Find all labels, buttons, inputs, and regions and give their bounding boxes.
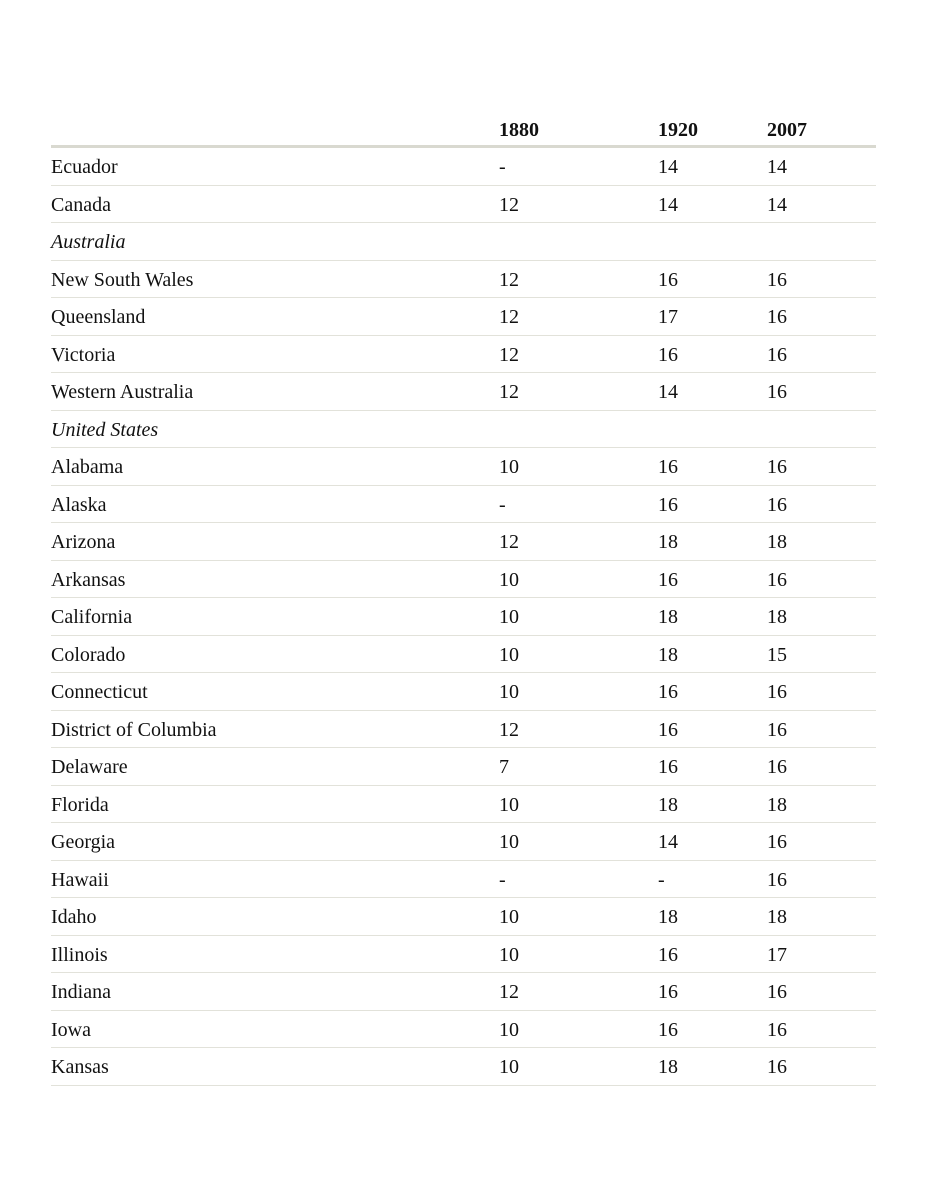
table-row bbox=[51, 973, 876, 1011]
cell-1920: 16 bbox=[658, 681, 678, 703]
table-row bbox=[51, 936, 876, 974]
row-name: Western Australia bbox=[51, 381, 194, 403]
cell-2007: 18 bbox=[767, 531, 787, 553]
cell-1880: 10 bbox=[499, 943, 519, 966]
table-row bbox=[51, 823, 876, 861]
cell-2007: 16 bbox=[767, 756, 787, 778]
cell-1920: 18 bbox=[658, 906, 678, 928]
cell-2007: 16 bbox=[767, 343, 787, 366]
table-row bbox=[51, 598, 876, 636]
table-row bbox=[51, 1048, 876, 1086]
table-row bbox=[51, 148, 876, 186]
cell-2007: 18 bbox=[767, 606, 787, 628]
row-name: Queensland bbox=[51, 306, 146, 328]
table-row bbox=[51, 373, 876, 411]
row-name: Kansas bbox=[51, 1056, 109, 1078]
group-header-row bbox=[51, 223, 876, 261]
cell-1880: 10 bbox=[499, 456, 519, 478]
cell-1880: 7 bbox=[499, 756, 509, 778]
row-name: Arizona bbox=[51, 531, 116, 553]
cell-2007: 15 bbox=[767, 643, 787, 666]
cell-2007: 14 bbox=[767, 193, 787, 216]
cell-2007: 16 bbox=[767, 268, 787, 291]
row-name: Arkansas bbox=[51, 568, 126, 591]
table-row bbox=[51, 748, 876, 786]
header-1880: 1880 bbox=[499, 119, 539, 141]
cell-2007: 14 bbox=[767, 156, 787, 178]
cell-2007: 16 bbox=[767, 568, 787, 591]
cell-1920: 16 bbox=[658, 1018, 678, 1041]
table-row bbox=[51, 336, 876, 374]
cell-2007: 18 bbox=[767, 793, 787, 816]
cell-1880: 12 bbox=[499, 381, 519, 403]
cell-1920: 14 bbox=[658, 381, 678, 403]
row-name: Alaska bbox=[51, 493, 107, 516]
cell-1920: 18 bbox=[658, 1056, 678, 1078]
cell-1880: 10 bbox=[499, 1056, 519, 1078]
group-header-row bbox=[51, 411, 876, 449]
table-row bbox=[51, 561, 876, 599]
cell-1880: 12 bbox=[499, 718, 519, 741]
cell-2007: 16 bbox=[767, 868, 787, 891]
cell-1920: 18 bbox=[658, 643, 678, 666]
cell-1880: 10 bbox=[499, 906, 519, 928]
table-row bbox=[51, 786, 876, 824]
row-name: United States bbox=[51, 418, 159, 441]
row-name: Alabama bbox=[51, 456, 124, 478]
row-name: Indiana bbox=[51, 981, 111, 1003]
cell-2007: 17 bbox=[767, 943, 787, 966]
cell-1920: 14 bbox=[658, 831, 678, 853]
cell-1880: - bbox=[499, 493, 506, 516]
cell-1920: 16 bbox=[658, 718, 678, 741]
row-name: Canada bbox=[51, 193, 111, 216]
row-name: Delaware bbox=[51, 756, 128, 778]
cell-1920: 16 bbox=[658, 343, 678, 366]
cell-1920: 14 bbox=[658, 156, 678, 178]
table-row bbox=[51, 523, 876, 561]
cell-2007: 16 bbox=[767, 981, 787, 1003]
cell-1880: 12 bbox=[499, 981, 519, 1003]
table-row bbox=[51, 448, 876, 486]
cell-1880: 12 bbox=[499, 193, 519, 216]
table-row bbox=[51, 711, 876, 749]
cell-1920: 17 bbox=[658, 306, 678, 328]
cell-2007: 16 bbox=[767, 681, 787, 703]
cell-1880: 10 bbox=[499, 568, 519, 591]
cell-2007: 16 bbox=[767, 831, 787, 853]
cell-1880: - bbox=[499, 156, 506, 178]
row-name: Ecuador bbox=[51, 156, 118, 178]
cell-1920: 16 bbox=[658, 493, 678, 516]
cell-2007: 18 bbox=[767, 906, 787, 928]
cell-2007: 16 bbox=[767, 718, 787, 741]
row-name: Victoria bbox=[51, 343, 116, 366]
table-row bbox=[51, 186, 876, 224]
row-name: Colorado bbox=[51, 643, 126, 666]
cell-2007: 16 bbox=[767, 306, 787, 328]
table-row bbox=[51, 298, 876, 336]
row-name: California bbox=[51, 606, 133, 628]
cell-1880: 12 bbox=[499, 268, 519, 291]
row-name: Idaho bbox=[51, 906, 97, 928]
cell-1880: 10 bbox=[499, 606, 519, 628]
cell-1920: 18 bbox=[658, 531, 678, 553]
table-body bbox=[51, 148, 876, 1086]
cell-1920: - bbox=[658, 868, 665, 891]
cell-2007: 16 bbox=[767, 493, 787, 516]
table-header bbox=[51, 110, 876, 148]
cell-1920: 16 bbox=[658, 981, 678, 1003]
cell-1880: 12 bbox=[499, 531, 519, 553]
cell-1880: 10 bbox=[499, 831, 519, 853]
table-row bbox=[51, 1011, 876, 1049]
cell-1920: 16 bbox=[658, 456, 678, 478]
cell-1880: 12 bbox=[499, 343, 519, 366]
header-2007: 2007 bbox=[767, 119, 807, 141]
cell-1880: 10 bbox=[499, 793, 519, 816]
cell-1920: 18 bbox=[658, 606, 678, 628]
cell-2007: 16 bbox=[767, 381, 787, 403]
row-name: Hawaii bbox=[51, 868, 109, 891]
header-1920: 1920 bbox=[658, 119, 698, 141]
table-row bbox=[51, 486, 876, 524]
cell-2007: 16 bbox=[767, 456, 787, 478]
cell-1880: 10 bbox=[499, 681, 519, 703]
cell-1880: 12 bbox=[499, 306, 519, 328]
row-name: Connecticut bbox=[51, 681, 148, 703]
cell-1880: 10 bbox=[499, 643, 519, 666]
cell-1880: 10 bbox=[499, 1018, 519, 1041]
cell-2007: 16 bbox=[767, 1018, 787, 1041]
row-name: Georgia bbox=[51, 831, 116, 853]
cell-1920: 16 bbox=[658, 756, 678, 778]
cell-1880: - bbox=[499, 868, 506, 891]
table-row bbox=[51, 261, 876, 299]
cell-1920: 16 bbox=[658, 568, 678, 591]
cell-1920: 14 bbox=[658, 193, 678, 216]
cell-1920: 18 bbox=[658, 793, 678, 816]
row-name: Australia bbox=[51, 231, 126, 253]
cell-1920: 16 bbox=[658, 943, 678, 966]
row-name: Iowa bbox=[51, 1018, 91, 1041]
row-name: New South Wales bbox=[51, 268, 194, 291]
cell-2007: 16 bbox=[767, 1056, 787, 1078]
row-name: Illinois bbox=[51, 943, 108, 966]
row-name: District of Columbia bbox=[51, 718, 217, 741]
table-row bbox=[51, 673, 876, 711]
cell-1920: 16 bbox=[658, 268, 678, 291]
data-table bbox=[51, 110, 876, 1086]
table-row bbox=[51, 636, 876, 674]
row-name: Florida bbox=[51, 793, 109, 816]
table-row bbox=[51, 861, 876, 899]
table-row bbox=[51, 898, 876, 936]
